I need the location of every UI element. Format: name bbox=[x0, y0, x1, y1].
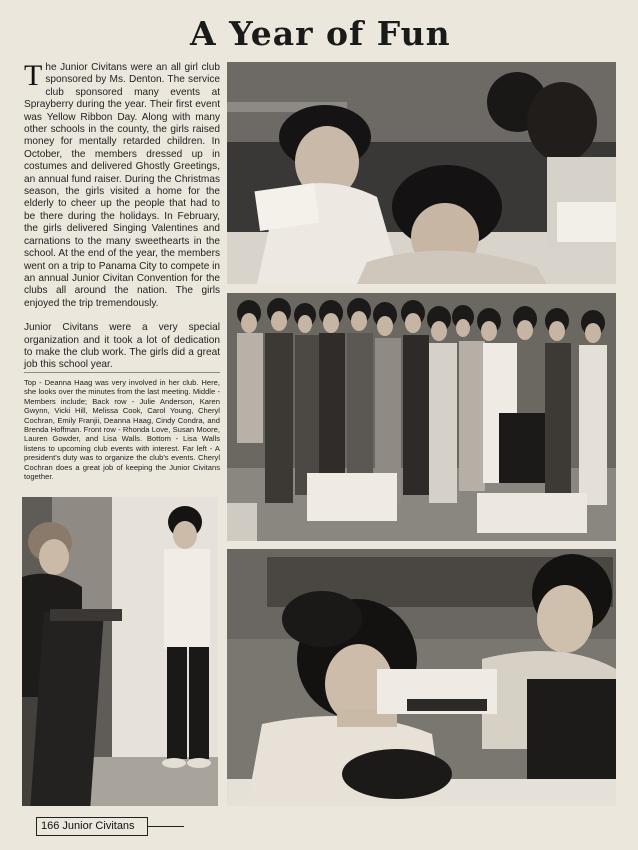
photo-bottom-left-podium bbox=[22, 497, 218, 806]
photo-bottom-right-listening bbox=[227, 549, 616, 806]
photo-caption: Top - Deanna Haag was very involved in her club. Here, she looks over the minutes from the last meeting. Middle - Members include; Back row - Julie Anderson, Karen Gwynn, Vicki Hill, Melissa Cook, Carol Young, Cheryl Cochran, Emily Franjii, Deanna Haag, Cindy Condra, and Brenda Hoffman. Front row - Rhonda Love, Susan Moore, Lauren Gowder, and Lisa Walls. Bottom - Lisa Walls listens to upcoming club events with interest. Far left - A president's duty was to organize the club's events. Cheryl Cochran does a great job of keeping the Junior Civitans together. bbox=[24, 378, 220, 482]
article-body bbox=[24, 59, 220, 372]
article-paragraph-1 bbox=[24, 59, 220, 310]
page-title: A Year of Fun bbox=[190, 14, 451, 53]
photo-middle-group bbox=[227, 293, 616, 541]
drop-cap: T bbox=[24, 59, 43, 92]
page-footer-folio: 166 Junior Civitans bbox=[36, 817, 148, 836]
article-paragraph-1-text: he Junior Civitans were an all girl club sponsored by Ms. Denton. The service club sponsored many events at Sprayberry during the year. Their first event was Yellow Ribbon Day. Along with many other schools in the county, the girls raised money for mentally retarded children. In October, the members dressed up in costumes and delivered Ghostly Greetings, an annual fund raiser. During the Christmas season, the girls visited a home for the elderly to cheer up the people that had to be there during the holidays. In February, the girls delivered Singing Valentines and carnations to the many sweethearts in the school. At the end of the year, the members went on a trip to Panama City to compete in an annual Junior Civitan Convention for the clubs all around the nation. The girls enjoyed the trip tremendously. bbox=[24, 62, 220, 309]
caption-divider bbox=[24, 372, 220, 373]
article-paragraph-2: Junior Civitans were a very special organization and it took a lot of dedication to make the club work. The girls did a great job this school year. bbox=[24, 322, 220, 371]
footer-rule bbox=[148, 826, 184, 827]
photo-top-meeting-minutes bbox=[227, 62, 616, 284]
